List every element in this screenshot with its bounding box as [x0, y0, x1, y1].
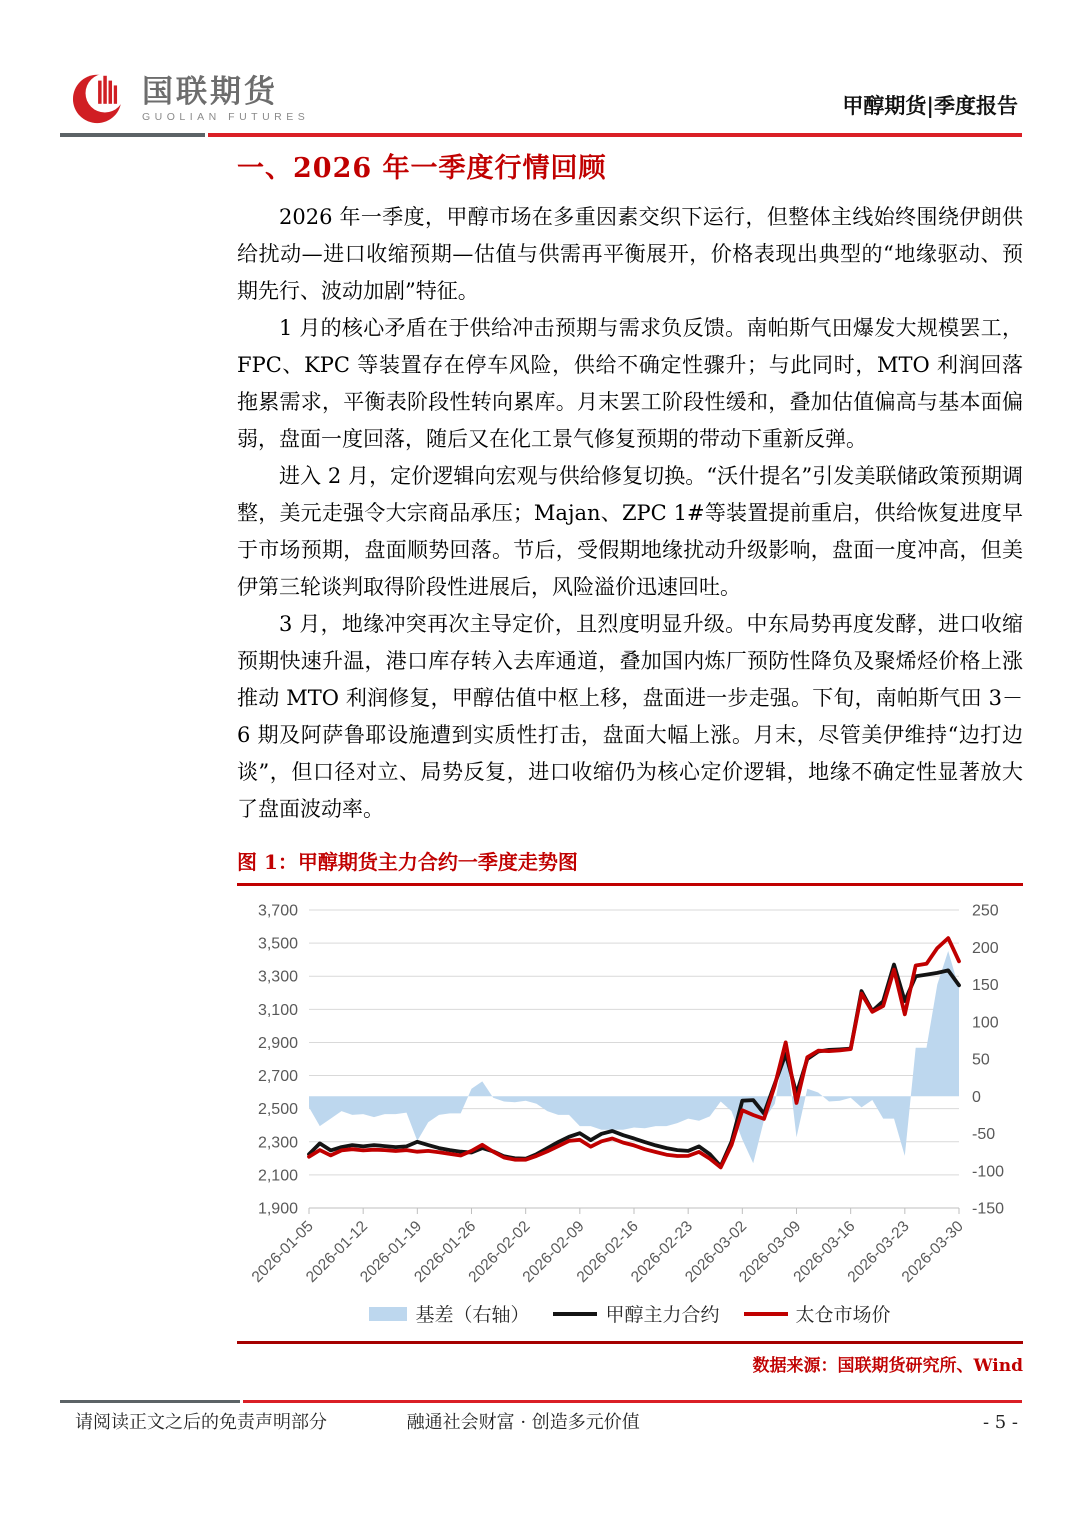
svg-text:2026-01-12: 2026-01-12	[302, 1217, 371, 1286]
footer-divider	[60, 1400, 1022, 1403]
legend-label-futures: 甲醇主力合约	[605, 1304, 720, 1326]
paragraph-2: 1 月的核心矛盾在于供给冲击预期与需求负反馈。南帕斯气田爆发大规模罢工，FPC、KPC 等装置存在停车风险，供给不确定性骤升；与此同时，MTO 利润回落拖累需求，平衡表阶段性转向累库。月末罢工阶段性缓和，叠加估值偏高与基本面偏弱，盘面一度回落，随后又在化工景气修复预期的带动下重新反弹。	[237, 316, 1023, 451]
page-number: - 5 -	[982, 1412, 1018, 1433]
svg-text:-150: -150	[972, 1200, 1005, 1218]
disclaimer-note: 请阅读正文之后的免责声明部分	[75, 1412, 327, 1433]
content-column	[237, 146, 1023, 1376]
svg-text:1,900: 1,900	[257, 1200, 298, 1218]
svg-text:2026-03-16: 2026-03-16	[790, 1217, 859, 1286]
page-header	[72, 70, 309, 126]
svg-text:2,300: 2,300	[257, 1134, 298, 1152]
figure-top-rule	[237, 883, 1023, 886]
svg-text:2,900: 2,900	[257, 1034, 298, 1052]
footer-divider-gray	[60, 1400, 240, 1403]
paragraph-3: 进入 2 月，定价逻辑向宏观与供给修复切换。“沃什提名”引发美联储政策预期调整，美元走强令大宗商品承压；Majan、ZPC 1#等装置提前重启，供给恢复进度早于市场预期，盘面顺势回落。节后，受假期地缘扰动升级影响，盘面一度冲高，但美伊第三轮谈判取得阶段性进展后，风险溢价迅速回吐。	[237, 464, 1023, 599]
svg-text:2026-03-02: 2026-03-02	[682, 1217, 751, 1286]
brand-logo-icon	[72, 70, 130, 126]
trend-chart	[237, 890, 1023, 1298]
svg-text:2,100: 2,100	[257, 1167, 298, 1185]
footer-slogan: 融通社会财富 · 创造多元价值	[406, 1412, 640, 1433]
legend-swatch-basis	[369, 1307, 407, 1321]
svg-text:-50: -50	[972, 1126, 996, 1143]
svg-text:3,300: 3,300	[257, 968, 298, 986]
header-divider	[60, 133, 1022, 137]
svg-text:0: 0	[972, 1088, 981, 1106]
svg-text:2026-01-05: 2026-01-05	[248, 1217, 317, 1286]
legend-swatch-futures	[553, 1312, 597, 1316]
svg-text:2026-02-02: 2026-02-02	[465, 1217, 534, 1286]
data-source: 数据来源：国联期货研究所、Wind	[752, 1356, 1023, 1376]
brand-name-cn: 国联期货	[142, 74, 278, 109]
report-type-tag: 甲醇期货|季度报告	[842, 93, 1018, 118]
svg-text:2026-02-16: 2026-02-16	[573, 1217, 642, 1286]
svg-text:2026-01-19: 2026-01-19	[357, 1217, 426, 1286]
header-divider-gray	[60, 133, 205, 137]
page-footer	[75, 1408, 1018, 1434]
legend-label-spot: 太仓市场价	[795, 1304, 891, 1326]
svg-text:2,500: 2,500	[257, 1101, 298, 1119]
svg-text:3,500: 3,500	[257, 935, 298, 953]
svg-text:2,700: 2,700	[257, 1068, 298, 1086]
svg-text:-100: -100	[972, 1163, 1005, 1181]
legend-swatch-spot	[744, 1312, 788, 1316]
svg-text:2026-03-09: 2026-03-09	[736, 1217, 805, 1286]
legend-item-spot	[744, 1300, 891, 1327]
svg-text:2026-02-09: 2026-02-09	[519, 1217, 588, 1286]
svg-text:50: 50	[972, 1051, 990, 1069]
footer-divider-red	[243, 1400, 1022, 1403]
svg-text:100: 100	[972, 1014, 999, 1032]
svg-text:3,100: 3,100	[257, 1001, 298, 1019]
svg-text:2026-03-30: 2026-03-30	[898, 1217, 967, 1286]
figure-bottom-rule	[237, 1341, 1023, 1344]
svg-text:250: 250	[972, 902, 999, 920]
svg-text:3,700: 3,700	[257, 902, 298, 920]
svg-text:200: 200	[972, 939, 999, 957]
svg-text:2026-03-23: 2026-03-23	[844, 1217, 913, 1286]
figure-title: 图 1：甲醇期货主力合约一季度走势图	[237, 850, 578, 874]
legend-item-futures	[553, 1300, 719, 1327]
header-divider-red	[208, 133, 1022, 137]
svg-text:150: 150	[972, 977, 999, 994]
section-title: 一、2026 年一季度行情回顾	[237, 153, 607, 184]
svg-text:2026-01-26: 2026-01-26	[411, 1217, 480, 1286]
paragraph-1: 2026 年一季度，甲醇市场在多重因素交织下运行，但整体主线始终围绕伊朗供给扰动—进口收缩预期—估值与供需再平衡展开，价格表现出典型的“地缘驱动、预期先行、波动加剧”特征。	[237, 205, 1023, 303]
brand-name-en: GUOLIAN FUTURES	[142, 111, 310, 123]
svg-text:2026-02-23: 2026-02-23	[627, 1217, 696, 1286]
legend-label-basis: 基差（右轴）	[415, 1304, 530, 1326]
brand-text	[142, 70, 309, 123]
chart-legend	[237, 1300, 1023, 1327]
paragraph-4: 3 月，地缘冲突再次主导定价，且烈度明显升级。中东局势再度发酵，进口收缩预期快速升温，港口库存转入去库通道，叠加国内炼厂预防性降负及聚烯烃价格上涨推动 MTO 利润修复，甲醇估值中枢上移，盘面进一步走强。下旬，南帕斯气田 3－6 期及阿萨鲁耶设施遭到实质性打击，盘面大幅上涨。月末，尽管美伊维持“边打边谈”，但口径对立、局势反复，进口收缩仍为核心定价逻辑，地缘不确定性显著放大了盘面波动率。	[237, 612, 1023, 821]
legend-item-basis	[369, 1300, 529, 1327]
